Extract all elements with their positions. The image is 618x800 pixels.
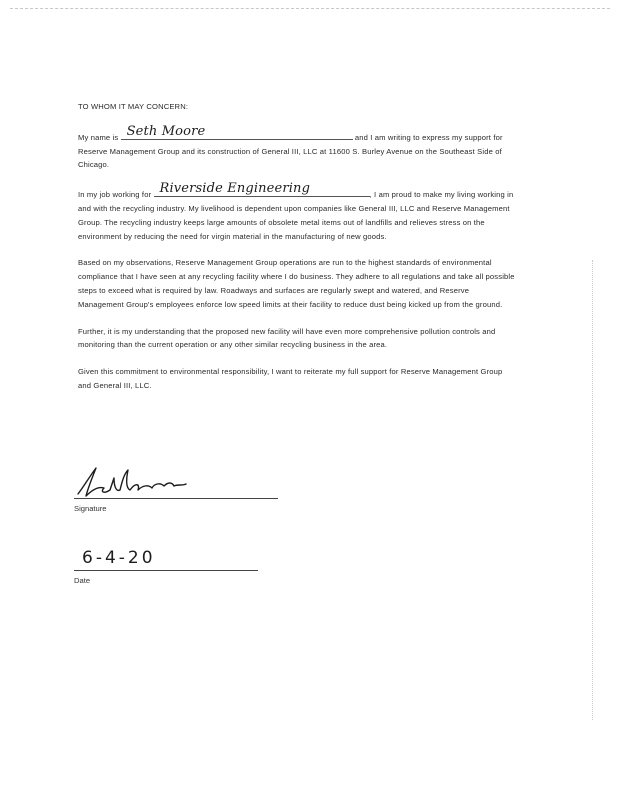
signature-line <box>74 464 278 499</box>
date-block <box>74 540 264 585</box>
handwritten-signature <box>74 464 204 498</box>
handwritten-date: 6-4-20 <box>82 548 156 568</box>
scan-artifact-top <box>10 8 610 15</box>
handwritten-employer: Riverside Engineering <box>159 181 311 197</box>
paragraph-closing: Given this commitment to environmental responsibility, I want to reiterate my full support for Reserve Management Group and General III, LLC. <box>78 367 503 390</box>
handwritten-name: Seth Moore <box>126 124 206 139</box>
intro-body-text: and I am writing to express my support for Reserve Management Group and its construction of General III, LLC at 11600 S. Burley Avenue on the Southeast Side of Chicago. <box>78 132 503 170</box>
salutation: TO WHOM IT MAY CONCERN: <box>78 102 189 111</box>
employer-fill-line <box>154 181 370 197</box>
employment-body-text: , I am proud to make my living working in and with the recycling industry. My livelihood is dependent upon companies like General III, LLC and Reserve Management Group. The recycling industry keeps large amounts of obsolete metal items out of landfills and relieves stress on the environment by reducing the need for virgin material in the manufacturing of new goods. <box>78 190 514 241</box>
intro-lead-text: My name is <box>78 132 119 142</box>
employment-lead-text: In my job working for <box>78 190 152 200</box>
scan-artifact-right <box>592 260 596 720</box>
letter-body <box>78 100 516 406</box>
paragraph-intro <box>78 124 516 172</box>
name-fill-line <box>121 124 353 140</box>
date-line <box>74 540 258 571</box>
paragraph-new-facility: Further, it is my understanding that the proposed new facility will have even more comprehensive pollution controls and monitoring than the current operation or any other similar recycling business in the area. <box>78 326 496 350</box>
signature-caption: Signature <box>74 504 107 513</box>
paragraph-employment <box>78 181 516 243</box>
paragraph-observations: Based on my observations, Reserve Management Group operations are run to the highest standards of environmental compliance that I have seen at any recycling facility where I do business. They adhere to all regulations and take all possible steps to exceed what is required by law. Roadways and surfaces are regularly swept and watered, and Reserve Management Group's employees enforce low speed limits at their facility to reduce dust being kicked up from the ground. <box>78 258 515 309</box>
signature-block <box>74 464 284 513</box>
date-caption: Date <box>74 576 91 585</box>
